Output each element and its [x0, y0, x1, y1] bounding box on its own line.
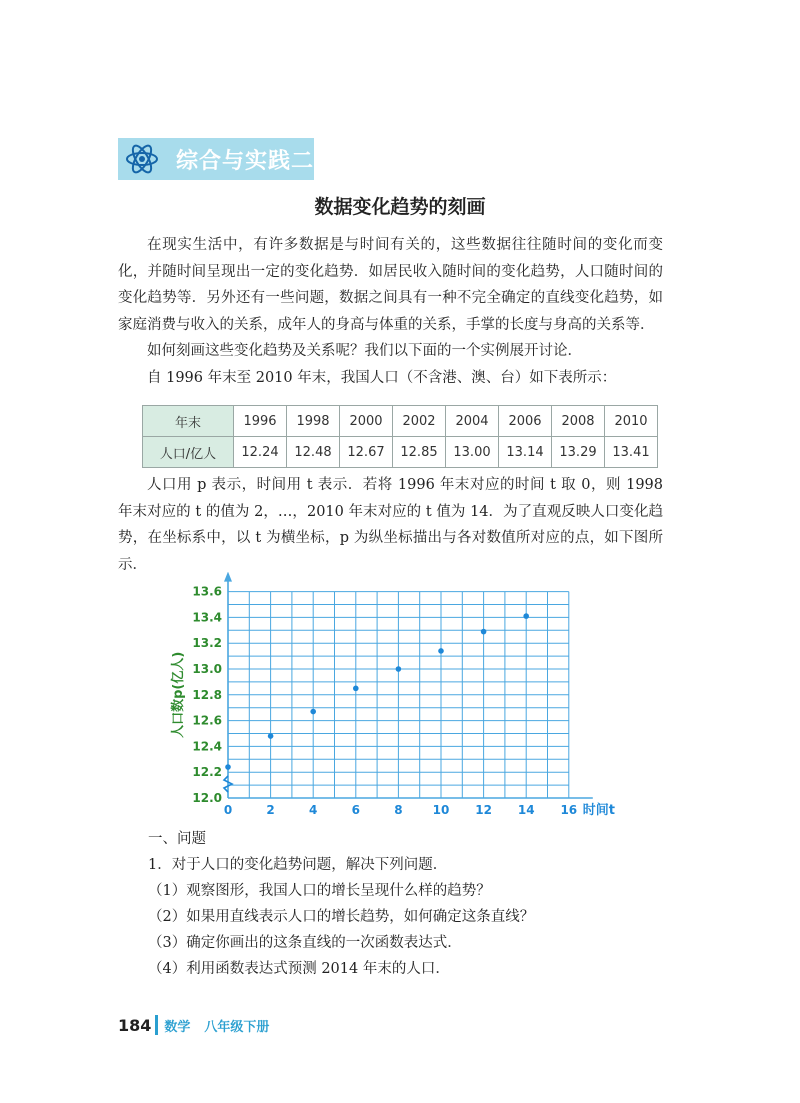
y-tick-label: 13.4 — [192, 610, 222, 625]
table-row-label: 年末 — [143, 406, 234, 437]
question-1: 1．对于人口的变化趋势问题，解决下列问题． — [148, 857, 448, 873]
population-table — [142, 405, 658, 468]
intro-paragraph-2: 如何刻画这些变化趋势及关系呢？我们以下面的一个实例展开讨论． — [147, 343, 582, 359]
table-cell: 12.24 — [234, 437, 287, 468]
footer-subject: 数学 — [164, 1019, 191, 1035]
page-number: 184 — [118, 1015, 152, 1035]
table-row-years — [143, 406, 658, 437]
y-tick-label: 12.2 — [192, 765, 222, 780]
table-cell: 13.41 — [605, 437, 658, 468]
table-row-population — [143, 437, 658, 468]
table-cell: 12.67 — [340, 437, 393, 468]
table-cell: 2006 — [499, 406, 552, 437]
explain-text — [118, 472, 663, 578]
y-tick-label: 13.6 — [192, 584, 222, 599]
question-1-part-2: （2）如果用直线表示人口的增长趋势，如何确定这条直线？ — [148, 909, 535, 925]
data-point — [310, 709, 316, 715]
y-axis-arrow — [224, 572, 232, 582]
page-footer — [118, 1014, 269, 1036]
intro-text — [118, 232, 663, 391]
data-point — [268, 733, 274, 739]
y-tick-label: 12.0 — [192, 791, 222, 805]
question-1-part-3: （3）确定你画出的这条直线的一次函数表达式． — [148, 935, 462, 951]
atom-icon — [118, 138, 166, 180]
y-tick-label: 12.8 — [192, 687, 222, 702]
data-point — [225, 764, 231, 770]
intro-paragraph-3: 自 1996 年末至 2010 年末，我国人口（不含港、澳、台）如下表所示： — [147, 369, 617, 386]
x-tick-label: 12 — [475, 803, 492, 817]
y-tick-label: 13.0 — [192, 662, 222, 676]
x-tick-label: 10 — [432, 803, 450, 817]
population-scatter-chart — [170, 572, 630, 822]
question-1-part-4: （4）利用函数表达式预测 2014 年末的人口． — [148, 961, 450, 977]
data-point — [523, 613, 529, 619]
x-axis-label: 时间t — [582, 803, 616, 818]
y-tick-label: 13.2 — [192, 636, 222, 651]
table-cell: 13.29 — [552, 437, 605, 468]
table-cell: 2010 — [605, 406, 658, 437]
table-cell: 12.48 — [287, 437, 340, 468]
x-tick-label: 0 — [223, 803, 233, 817]
data-point — [396, 666, 402, 672]
table-cell: 13.00 — [446, 437, 499, 468]
section-banner — [118, 138, 314, 180]
page-title: 数据变化趋势的刻画 — [314, 196, 486, 218]
y-tick-label: 12.4 — [192, 739, 222, 754]
x-tick-label: 16 — [560, 803, 578, 817]
table-cell: 2000 — [340, 406, 393, 437]
data-point — [353, 686, 359, 692]
intro-paragraph-1: 在现实生活中，有许多数据是与时间有关的，这些数据往往随时间的变化而变化，并随时间呈现出一定的变化趋势．如居民收入随时间的变化趋势，人口随时间的变化趋势等．另外还有一些问题，数据之间具有一种不完全确定的直线变化趋势，如家庭消费与收入的关系，成年人的身高与体重的关系，手掌的长度与身高的关系等． — [118, 237, 663, 333]
explain-paragraph: 人口用 p 表示，时间用 t 表示．若将 1996 年末对应的时间 t 取 0，则 1998 年末对应的 t 的值为 2，…，2010 年末对应的 t 值为 14．为了直观反映人口变化趋势，在坐标系中，以 t 为横坐标，p 为纵坐标描出与各对数值所对应的点，如下图所示． — [118, 477, 663, 573]
question-1-part-1: （1）观察图形，我国人口的增长呈现什么样的趋势？ — [148, 883, 491, 899]
x-tick-label: 8 — [394, 803, 403, 817]
data-point — [481, 629, 487, 635]
footer-book: 八年级下册 — [204, 1019, 270, 1035]
y-axis-label: 人口数p(亿人) — [171, 651, 186, 738]
x-tick-label: 4 — [309, 803, 318, 817]
table-cell: 2008 — [552, 406, 605, 437]
x-tick-label: 6 — [351, 803, 360, 817]
footer-divider — [155, 1015, 158, 1035]
x-tick-label: 2 — [266, 803, 275, 817]
section-label: 综合与实践二 — [176, 149, 315, 174]
table-cell: 2002 — [393, 406, 446, 437]
y-tick-label: 12.6 — [192, 713, 222, 728]
table-row-label: 人口/亿人 — [143, 437, 234, 468]
questions-heading: 一、问题 — [148, 831, 206, 847]
table-cell: 1998 — [287, 406, 340, 437]
table-cell: 13.14 — [499, 437, 552, 468]
x-tick-label: 14 — [517, 803, 535, 817]
table-cell: 12.85 — [393, 437, 446, 468]
data-point — [438, 648, 444, 654]
table-cell: 2004 — [446, 406, 499, 437]
questions-section — [148, 826, 668, 982]
table-cell: 1996 — [234, 406, 287, 437]
